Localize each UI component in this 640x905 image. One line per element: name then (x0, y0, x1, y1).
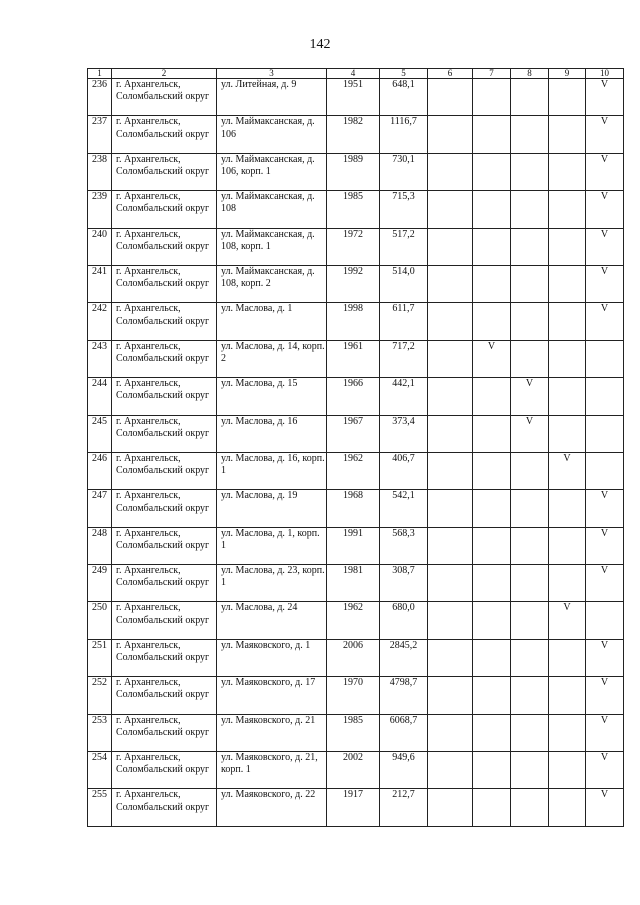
column-7-mark-cell (473, 265, 511, 302)
column-header: 8 (511, 69, 549, 79)
column-9-mark-cell (549, 789, 586, 826)
column-header: 1 (88, 69, 112, 79)
table-row (88, 116, 624, 153)
year-cell: 1970 (327, 677, 380, 714)
year-cell: 2006 (327, 639, 380, 676)
column-10-mark-cell: V (586, 789, 624, 826)
column-6-mark-cell (428, 303, 473, 340)
area-cell: 715,3 (380, 191, 428, 228)
column-9-mark-cell (549, 303, 586, 340)
column-9-mark-cell (549, 228, 586, 265)
district-cell: г. Архангельск, Соломбальский округ (112, 789, 217, 826)
column-8-mark-cell: V (511, 378, 549, 415)
column-7-mark-cell (473, 79, 511, 116)
year-cell: 1992 (327, 265, 380, 302)
column-6-mark-cell (428, 153, 473, 190)
district-cell: г. Архангельск, Соломбальский округ (112, 228, 217, 265)
column-9-mark-cell (549, 527, 586, 564)
row-number-cell: 239 (88, 191, 112, 228)
area-cell: 212,7 (380, 789, 428, 826)
row-number-cell: 252 (88, 677, 112, 714)
table-row (88, 378, 624, 415)
column-6-mark-cell (428, 752, 473, 789)
address-cell: ул. Маслова, д. 24 (217, 602, 327, 639)
column-10-mark-cell: V (586, 527, 624, 564)
area-cell: 6068,7 (380, 714, 428, 751)
table-row (88, 752, 624, 789)
year-cell: 1917 (327, 789, 380, 826)
column-6-mark-cell (428, 677, 473, 714)
column-header: 7 (473, 69, 511, 79)
column-8-mark-cell (511, 565, 549, 602)
column-7-mark-cell (473, 714, 511, 751)
row-number-cell: 245 (88, 415, 112, 452)
area-cell: 949,6 (380, 752, 428, 789)
district-cell: г. Архангельск, Соломбальский округ (112, 602, 217, 639)
column-number-header-row (88, 69, 624, 79)
column-10-mark-cell (586, 378, 624, 415)
address-cell: ул. Маслова, д. 1 (217, 303, 327, 340)
column-6-mark-cell (428, 378, 473, 415)
column-10-mark-cell: V (586, 490, 624, 527)
column-9-mark-cell (549, 79, 586, 116)
year-cell: 1982 (327, 116, 380, 153)
column-6-mark-cell (428, 714, 473, 751)
column-7-mark-cell (473, 565, 511, 602)
district-cell: г. Архангельск, Соломбальский округ (112, 79, 217, 116)
column-7-mark-cell (473, 752, 511, 789)
address-cell: ул. Маслова, д. 23, корп. 1 (217, 565, 327, 602)
district-cell: г. Архангельск, Соломбальский округ (112, 752, 217, 789)
column-6-mark-cell (428, 116, 473, 153)
column-8-mark-cell (511, 789, 549, 826)
row-number-cell: 250 (88, 602, 112, 639)
address-cell: ул. Маяковского, д. 17 (217, 677, 327, 714)
row-number-cell: 243 (88, 340, 112, 377)
row-number-cell: 249 (88, 565, 112, 602)
district-cell: г. Архангельск, Соломбальский округ (112, 527, 217, 564)
column-8-mark-cell (511, 452, 549, 489)
column-9-mark-cell (549, 639, 586, 676)
address-cell: ул. Маймаксанская, д. 106 (217, 116, 327, 153)
column-7-mark-cell (473, 303, 511, 340)
area-cell: 2845,2 (380, 639, 428, 676)
year-cell: 1951 (327, 79, 380, 116)
column-6-mark-cell (428, 602, 473, 639)
column-10-mark-cell (586, 452, 624, 489)
column-6-mark-cell (428, 527, 473, 564)
table-body (88, 79, 624, 827)
column-header: 3 (217, 69, 327, 79)
table-row (88, 452, 624, 489)
address-cell: ул. Маймаксанская, д. 108, корп. 1 (217, 228, 327, 265)
area-cell: 542,1 (380, 490, 428, 527)
column-6-mark-cell (428, 789, 473, 826)
column-10-mark-cell: V (586, 303, 624, 340)
column-9-mark-cell (549, 565, 586, 602)
column-10-mark-cell: V (586, 191, 624, 228)
column-9-mark-cell: V (549, 452, 586, 489)
row-number-cell: 247 (88, 490, 112, 527)
district-cell: г. Архангельск, Соломбальский округ (112, 191, 217, 228)
row-number-cell: 255 (88, 789, 112, 826)
column-9-mark-cell (549, 752, 586, 789)
column-8-mark-cell (511, 602, 549, 639)
area-cell: 568,3 (380, 527, 428, 564)
column-header: 5 (380, 69, 428, 79)
row-number-cell: 248 (88, 527, 112, 564)
column-10-mark-cell (586, 415, 624, 452)
table-row (88, 415, 624, 452)
year-cell: 1968 (327, 490, 380, 527)
column-9-mark-cell: V (549, 602, 586, 639)
column-7-mark-cell (473, 378, 511, 415)
address-cell: ул. Маяковского, д. 21, корп. 1 (217, 752, 327, 789)
column-8-mark-cell: V (511, 415, 549, 452)
column-6-mark-cell (428, 639, 473, 676)
column-10-mark-cell: V (586, 116, 624, 153)
column-8-mark-cell (511, 191, 549, 228)
district-cell: г. Архангельск, Соломбальский округ (112, 340, 217, 377)
column-header: 9 (549, 69, 586, 79)
table-row (88, 789, 624, 826)
table-row (88, 79, 624, 116)
column-7-mark-cell (473, 789, 511, 826)
column-9-mark-cell (549, 116, 586, 153)
column-7-mark-cell: V (473, 340, 511, 377)
column-10-mark-cell: V (586, 153, 624, 190)
column-9-mark-cell (549, 265, 586, 302)
address-cell: ул. Маймаксанская, д. 108 (217, 191, 327, 228)
column-8-mark-cell (511, 714, 549, 751)
column-7-mark-cell (473, 452, 511, 489)
column-9-mark-cell (549, 714, 586, 751)
area-cell: 514,0 (380, 265, 428, 302)
column-7-mark-cell (473, 191, 511, 228)
column-9-mark-cell (549, 378, 586, 415)
year-cell: 1991 (327, 527, 380, 564)
district-cell: г. Архангельск, Соломбальский округ (112, 378, 217, 415)
table-row (88, 303, 624, 340)
address-cell: ул. Маймаксанская, д. 108, корп. 2 (217, 265, 327, 302)
column-header: 2 (112, 69, 217, 79)
area-cell: 680,0 (380, 602, 428, 639)
row-number-cell: 251 (88, 639, 112, 676)
table-row (88, 340, 624, 377)
page-number: 142 (309, 37, 331, 52)
year-cell: 1962 (327, 602, 380, 639)
column-10-mark-cell (586, 602, 624, 639)
address-cell: ул. Маслова, д. 16 (217, 415, 327, 452)
housing-registry-table (87, 68, 624, 827)
column-6-mark-cell (428, 452, 473, 489)
column-10-mark-cell: V (586, 752, 624, 789)
column-6-mark-cell (428, 565, 473, 602)
column-10-mark-cell: V (586, 565, 624, 602)
column-8-mark-cell (511, 265, 549, 302)
address-cell: ул. Маслова, д. 19 (217, 490, 327, 527)
area-cell: 1116,7 (380, 116, 428, 153)
area-cell: 442,1 (380, 378, 428, 415)
column-6-mark-cell (428, 265, 473, 302)
column-8-mark-cell (511, 639, 549, 676)
column-9-mark-cell (549, 153, 586, 190)
column-6-mark-cell (428, 228, 473, 265)
district-cell: г. Архангельск, Соломбальский округ (112, 265, 217, 302)
address-cell: ул. Маяковского, д. 1 (217, 639, 327, 676)
column-7-mark-cell (473, 602, 511, 639)
column-10-mark-cell: V (586, 714, 624, 751)
column-header: 6 (428, 69, 473, 79)
column-8-mark-cell (511, 677, 549, 714)
column-10-mark-cell: V (586, 79, 624, 116)
area-cell: 373,4 (380, 415, 428, 452)
year-cell: 1961 (327, 340, 380, 377)
column-10-mark-cell: V (586, 265, 624, 302)
area-cell: 648,1 (380, 79, 428, 116)
column-8-mark-cell (511, 303, 549, 340)
address-cell: ул. Маслова, д. 16, корп. 1 (217, 452, 327, 489)
column-7-mark-cell (473, 490, 511, 527)
address-cell: ул. Маслова, д. 14, корп. 2 (217, 340, 327, 377)
column-7-mark-cell (473, 415, 511, 452)
area-cell: 308,7 (380, 565, 428, 602)
year-cell: 1998 (327, 303, 380, 340)
column-6-mark-cell (428, 340, 473, 377)
year-cell: 1981 (327, 565, 380, 602)
area-cell: 611,7 (380, 303, 428, 340)
area-cell: 406,7 (380, 452, 428, 489)
column-8-mark-cell (511, 116, 549, 153)
year-cell: 1985 (327, 714, 380, 751)
district-cell: г. Архангельск, Соломбальский округ (112, 565, 217, 602)
column-8-mark-cell (511, 79, 549, 116)
column-7-mark-cell (473, 677, 511, 714)
column-9-mark-cell (549, 191, 586, 228)
column-9-mark-cell (549, 490, 586, 527)
column-8-mark-cell (511, 527, 549, 564)
column-10-mark-cell (586, 340, 624, 377)
row-number-cell: 237 (88, 116, 112, 153)
column-8-mark-cell (511, 490, 549, 527)
table-row (88, 490, 624, 527)
row-number-cell: 242 (88, 303, 112, 340)
table-row (88, 565, 624, 602)
address-cell: ул. Маслова, д. 1, корп. 1 (217, 527, 327, 564)
district-cell: г. Архангельск, Соломбальский округ (112, 677, 217, 714)
column-7-mark-cell (473, 153, 511, 190)
area-cell: 4798,7 (380, 677, 428, 714)
row-number-cell: 240 (88, 228, 112, 265)
table-row (88, 602, 624, 639)
table-row (88, 153, 624, 190)
address-cell: ул. Маяковского, д. 22 (217, 789, 327, 826)
table-row (88, 191, 624, 228)
year-cell: 1989 (327, 153, 380, 190)
column-8-mark-cell (511, 228, 549, 265)
column-6-mark-cell (428, 79, 473, 116)
address-cell: ул. Литейная, д. 9 (217, 79, 327, 116)
area-cell: 517,2 (380, 228, 428, 265)
year-cell: 2002 (327, 752, 380, 789)
area-cell: 717,2 (380, 340, 428, 377)
table-row (88, 677, 624, 714)
column-6-mark-cell (428, 415, 473, 452)
row-number-cell: 238 (88, 153, 112, 190)
year-cell: 1962 (327, 452, 380, 489)
column-7-mark-cell (473, 228, 511, 265)
table-row (88, 714, 624, 751)
column-7-mark-cell (473, 639, 511, 676)
row-number-cell: 236 (88, 79, 112, 116)
column-6-mark-cell (428, 490, 473, 527)
column-10-mark-cell: V (586, 228, 624, 265)
row-number-cell: 244 (88, 378, 112, 415)
row-number-cell: 246 (88, 452, 112, 489)
year-cell: 1966 (327, 378, 380, 415)
row-number-cell: 254 (88, 752, 112, 789)
table-row (88, 639, 624, 676)
column-9-mark-cell (549, 677, 586, 714)
year-cell: 1972 (327, 228, 380, 265)
address-cell: ул. Маймаксанская, д. 106, корп. 1 (217, 153, 327, 190)
address-cell: ул. Маслова, д. 15 (217, 378, 327, 415)
column-8-mark-cell (511, 153, 549, 190)
column-9-mark-cell (549, 340, 586, 377)
district-cell: г. Архангельск, Соломбальский округ (112, 714, 217, 751)
table-row (88, 265, 624, 302)
column-8-mark-cell (511, 752, 549, 789)
row-number-cell: 253 (88, 714, 112, 751)
year-cell: 1985 (327, 191, 380, 228)
column-9-mark-cell (549, 415, 586, 452)
column-10-mark-cell: V (586, 639, 624, 676)
district-cell: г. Архангельск, Соломбальский округ (112, 303, 217, 340)
year-cell: 1967 (327, 415, 380, 452)
area-cell: 730,1 (380, 153, 428, 190)
district-cell: г. Архангельск, Соломбальский округ (112, 415, 217, 452)
column-header: 10 (586, 69, 624, 79)
column-header: 4 (327, 69, 380, 79)
district-cell: г. Архангельск, Соломбальский округ (112, 153, 217, 190)
district-cell: г. Архангельск, Соломбальский округ (112, 116, 217, 153)
column-7-mark-cell (473, 116, 511, 153)
column-8-mark-cell (511, 340, 549, 377)
column-10-mark-cell: V (586, 677, 624, 714)
district-cell: г. Архангельск, Соломбальский округ (112, 490, 217, 527)
table-row (88, 228, 624, 265)
row-number-cell: 241 (88, 265, 112, 302)
district-cell: г. Архангельск, Соломбальский округ (112, 452, 217, 489)
address-cell: ул. Маяковского, д. 21 (217, 714, 327, 751)
table-row (88, 527, 624, 564)
column-7-mark-cell (473, 527, 511, 564)
district-cell: г. Архангельск, Соломбальский округ (112, 639, 217, 676)
column-6-mark-cell (428, 191, 473, 228)
